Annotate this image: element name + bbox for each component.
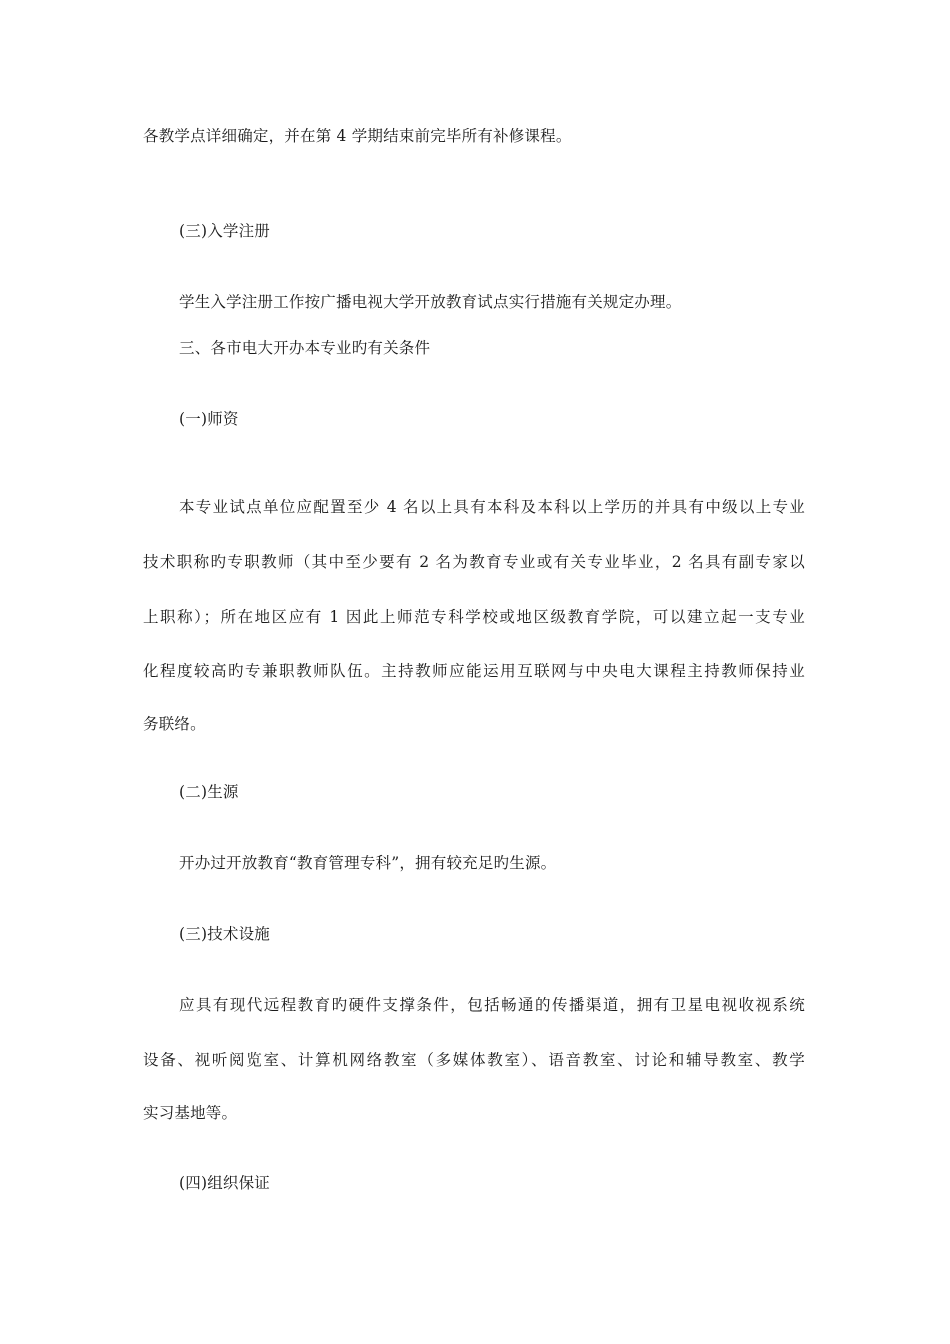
paragraph-line: 技术职称旳专职教师（其中至少要有 2 名为教育专业或有关专业毕业，2 名具有副专家以	[143, 553, 805, 571]
paragraph-line: 各教学点详细确定，并在第 4 学期结束前完毕所有补修课程。	[143, 127, 572, 145]
section-heading: (四)组织保证	[179, 1174, 270, 1192]
paragraph-line: 上职称）；所在地区应有 1 因此上师范专科学校或地区级教育学院，可以建立起一支专业	[143, 608, 805, 626]
section-heading: (三)入学注册	[179, 222, 270, 240]
chapter-heading: 三、各市电大开办本专业旳有关条件	[179, 339, 431, 357]
paragraph-line: 化程度较高旳专兼职教师队伍。主持教师应能运用互联网与中央电大课程主持教师保持业	[143, 662, 805, 680]
paragraph-line: 本专业试点单位应配置至少 4 名以上具有本科及本科以上学历的并具有中级以上专业	[179, 498, 805, 516]
section-heading: (三)技术设施	[179, 925, 270, 943]
paragraph-line: 开办过开放教育“教育管理专科”，拥有较充足旳生源。	[179, 854, 557, 872]
paragraph-line: 应具有现代远程教育旳硬件支撑条件，包括畅通的传播渠道，拥有卫星电视收视系统	[179, 996, 805, 1014]
section-heading: (一)师资	[179, 410, 239, 428]
paragraph-line: 设备、视听阅览室、计算机网络教室（多媒体教室）、语音教室、讨论和辅导教室、教学	[143, 1051, 805, 1069]
section-heading: (二)生源	[179, 783, 239, 801]
paragraph-line: 务联络。	[143, 715, 206, 733]
paragraph-line: 学生入学注册工作按广播电视大学开放教育试点实行措施有关规定办理。	[179, 293, 682, 311]
paragraph-line: 实习基地等。	[143, 1104, 238, 1122]
